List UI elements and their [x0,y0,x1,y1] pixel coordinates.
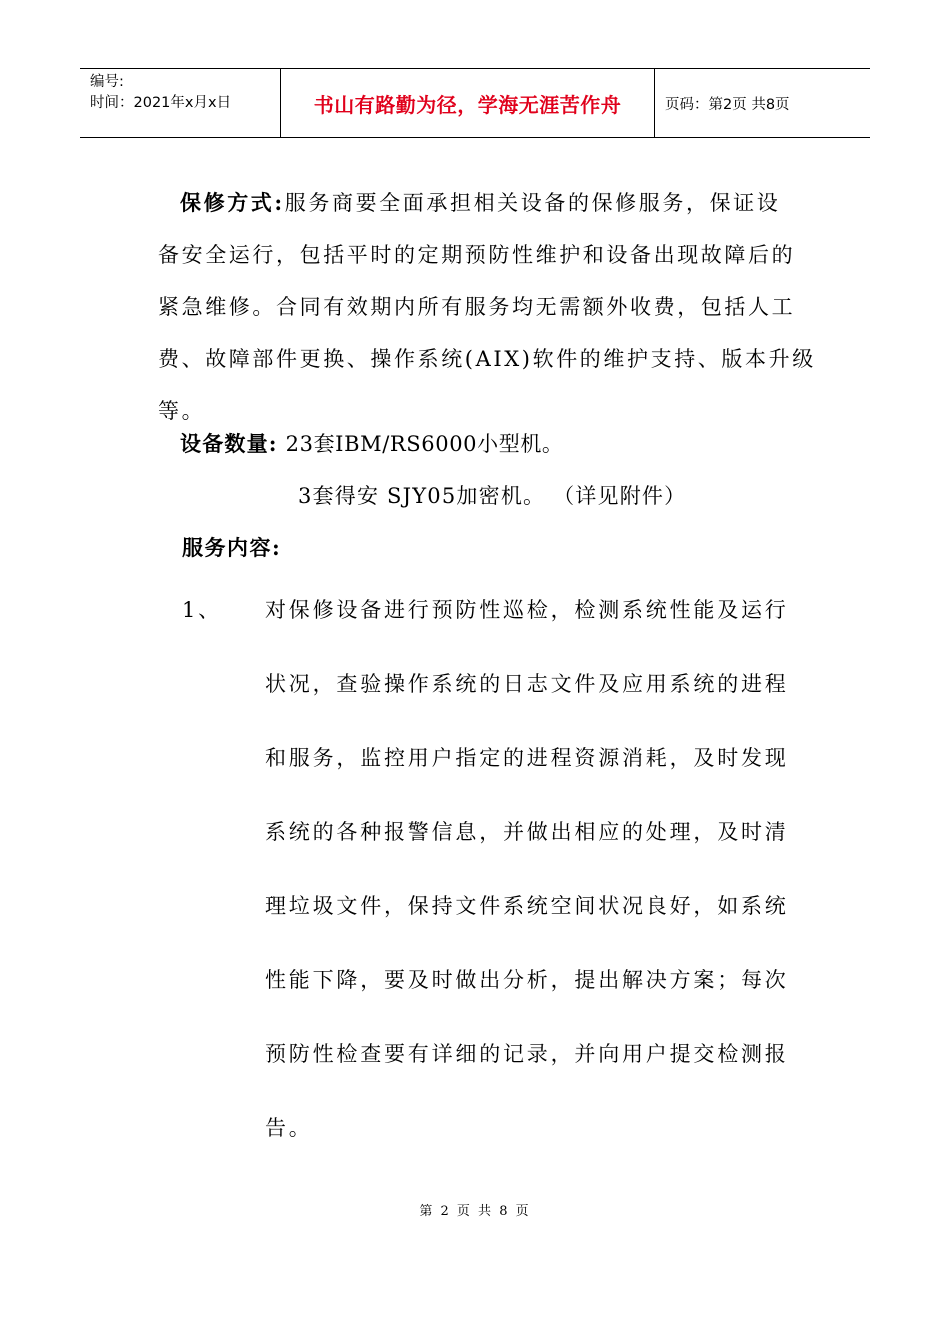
warranty-line-1: 服务商要全面承担相关设备的保修服务，保证设 [284,191,781,215]
warranty-label: 保修方式: [180,190,285,215]
item-1-line-3: 和服务，监控用户指定的进程资源消耗，及时发现 [265,746,789,770]
service-label: 服务内容: [182,535,282,560]
number-label: 编号: [90,74,124,90]
item-1-line-2: 状况，查验操作系统的日志文件及应用系统的进程 [265,672,789,696]
item-1-line-4: 系统的各种报警信息，并做出相应的处理，及时清 [265,820,789,844]
item-1-number: 1、 [182,598,222,622]
warranty-line-5: 等。 [158,399,206,423]
item-1-line-5: 理垃圾文件，保持文件系统空间状况良好，如系统 [265,894,789,918]
quantity-line-1: 23套IBM/RS6000小型机。 [285,432,564,456]
header-motto: 书山有路勤为径，学海无涯苦作舟 [281,69,655,137]
item-1-line-8: 告。 [265,1116,313,1140]
header-meta-cell [80,69,281,137]
quantity-row [180,428,564,458]
time-label: 时间：2021年x月x日 [90,95,232,111]
item-1-line-6: 性能下降，要及时做出分析，提出解决方案；每次 [265,968,789,992]
header-table [80,68,870,138]
item-1-line-1: 对保修设备进行预防性巡检，检测系统性能及运行 [265,598,789,622]
warranty-line-2: 备安全运行，包括平时的定期预防性维护和设备出现故障后的 [158,243,796,267]
page-footer: 第 2 页 共 8 页 [419,1204,531,1219]
quantity-label: 设备数量: [180,431,278,456]
warranty-paragraph [158,177,818,437]
item-1-line-7: 预防性检查要有详细的记录，并向用户提交检测报 [265,1042,789,1066]
warranty-line-4: 费、故障部件更换、操作系统(AIX)软件的维护支持、版本升级 [158,347,816,371]
quantity-line-2: 3套得安 SJY05加密机。 （详见附件） [298,484,687,508]
header-page-info: 页码：第2页 共8页 [665,96,790,113]
warranty-line-3: 紧急维修。合同有效期内所有服务均无需额外收费，包括人工 [158,295,796,319]
